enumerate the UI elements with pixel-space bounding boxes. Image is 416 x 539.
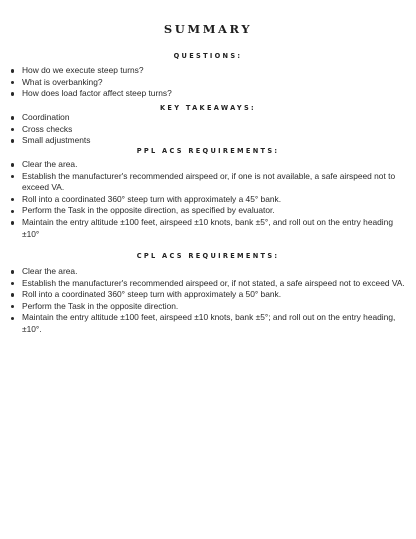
list-item	[0, 205, 416, 217]
bullet-icon	[11, 139, 14, 142]
list-item	[0, 88, 416, 100]
list-item	[0, 159, 416, 171]
list-item	[0, 171, 416, 194]
questions-list	[0, 65, 416, 100]
list-item-text: Establish the manufacturer's recommended airspeed or, if one is not available, a safe airspeed not to exceed VA.	[22, 170, 396, 193]
list-item-text: Roll into a coordinated 360° steep turn with approximately a 45° bank.	[22, 193, 282, 204]
list-item-text: Perform the Task in the opposite direction.	[22, 300, 179, 311]
bullet-icon	[11, 116, 14, 119]
list-item	[0, 278, 416, 290]
list-item	[0, 65, 416, 77]
cpl-acs-list	[0, 266, 416, 336]
list-item	[0, 112, 416, 124]
bullet-icon	[11, 221, 14, 224]
list-item	[0, 124, 416, 136]
list-item-text: How does load factor affect steep turns?	[22, 88, 172, 99]
list-item-text: Roll into a coordinated 360° steep turn with approximately a 50° bank.	[22, 289, 282, 300]
bullet-icon	[11, 69, 14, 72]
list-item-text: Maintain the entry altitude ±100 feet, airspeed ±10 knots, bank ±5°, and roll out on the entry heading ±10°	[22, 216, 393, 239]
bullet-icon	[11, 282, 14, 285]
list-item	[0, 194, 416, 206]
list-item	[0, 301, 416, 313]
cpl-acs-heading: CPL ACS REQUIREMENTS:	[136, 252, 280, 260]
ppl-acs-list	[0, 159, 416, 240]
list-item	[0, 217, 416, 240]
list-item-text: Coordination	[22, 112, 70, 122]
list-item-text: Small adjustments	[22, 135, 91, 146]
bullet-icon	[11, 198, 14, 201]
list-item-text: What is overbanking?	[22, 76, 103, 87]
list-item-text: Clear the area.	[22, 159, 78, 169]
bullet-icon	[11, 81, 14, 84]
list-item-text: Establish the manufacturer's recommended airspeed or, if not stated, a safe airspeed not to exceed VA.	[22, 277, 405, 288]
list-item	[0, 312, 416, 335]
ppl-acs-heading: PPL ACS REQUIREMENTS:	[136, 147, 280, 155]
bullet-icon	[11, 317, 14, 320]
list-item-text: Maintain the entry altitude ±100 feet, airspeed ±10 knots, bank ±5°; and roll out on the entry heading, ±10°.	[22, 312, 396, 334]
list-item-text: How do we execute steep turns?	[22, 65, 144, 75]
bullet-icon	[11, 163, 14, 166]
list-item-text: Perform the Task in the opposite direction, as specified by evaluator.	[22, 205, 275, 216]
page-title: SUMMARY	[163, 22, 253, 36]
list-item-text: Clear the area.	[22, 266, 78, 276]
bullet-icon	[11, 92, 14, 95]
questions-heading: QUESTIONS:	[173, 52, 243, 60]
bullet-icon	[11, 210, 14, 213]
list-item-text: Cross checks	[22, 123, 73, 134]
key-takeaways-list	[0, 112, 416, 147]
list-item	[0, 266, 416, 278]
bullet-icon	[11, 270, 14, 273]
list-item	[0, 135, 416, 147]
bullet-icon	[11, 128, 14, 131]
bullet-icon	[11, 305, 14, 308]
key-takeaways-heading: KEY TAKEAWAYS:	[159, 104, 256, 112]
list-item	[0, 77, 416, 89]
bullet-icon	[11, 293, 14, 296]
list-item	[0, 289, 416, 301]
bullet-icon	[11, 175, 14, 178]
